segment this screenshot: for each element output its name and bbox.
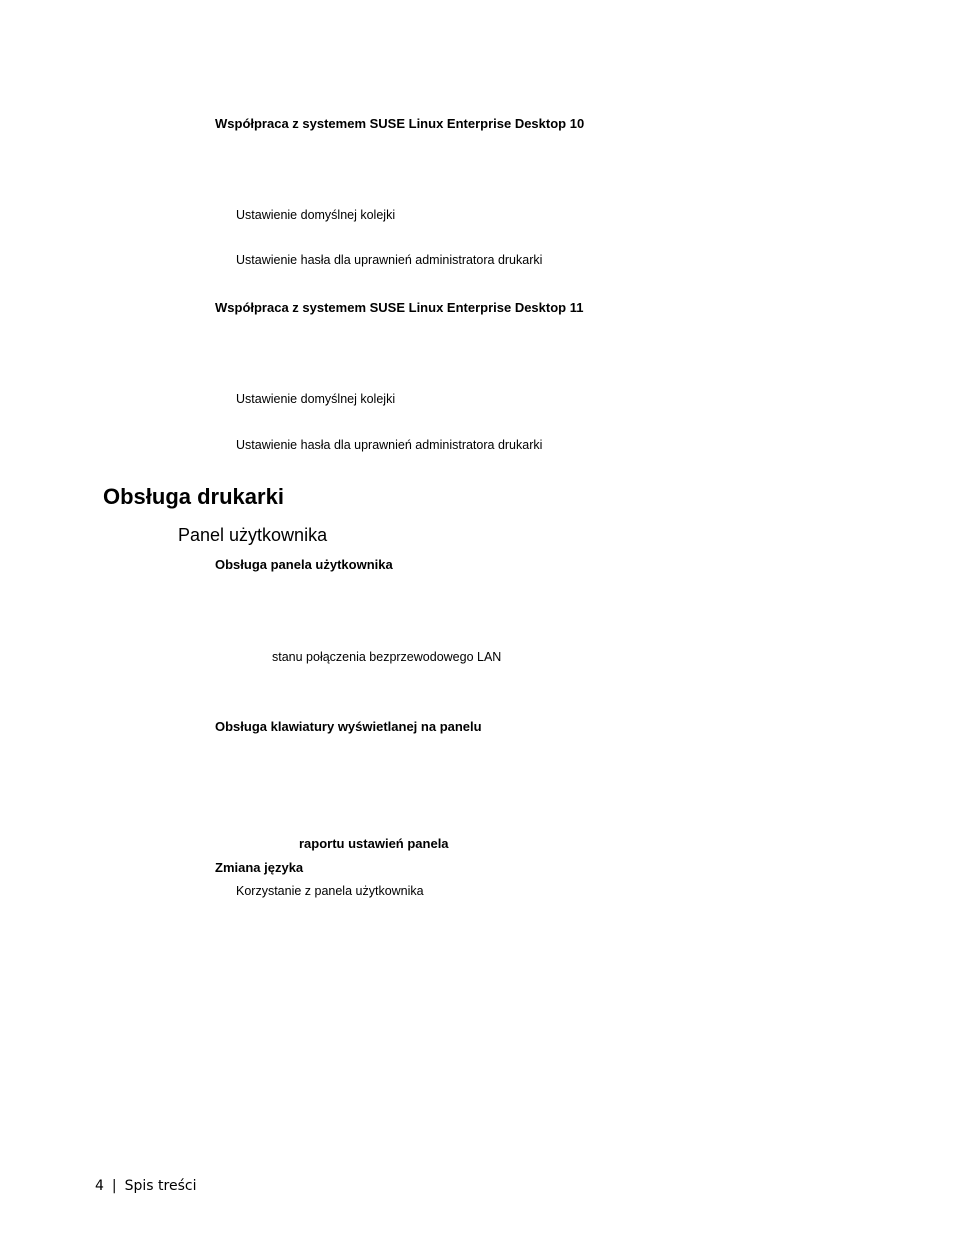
toc-entry-sle10-default-queue: Ustawienie domyślnej kolejki	[236, 208, 396, 222]
toc-entry-sle11-admin-password: Ustawienie hasła dla uprawnień administratora drukarki	[236, 438, 543, 452]
toc-chapter-title: Obsługa drukarki	[103, 484, 284, 509]
toc-entry-using-panel: Korzystanie z panela użytkownika	[236, 884, 424, 898]
toc-entry-wireless-status: stanu połączenia bezprzewodowego LAN	[272, 650, 502, 664]
page-footer	[95, 1178, 196, 1194]
page-number: 4	[95, 1178, 104, 1194]
footer-separator: |	[111, 1178, 117, 1194]
toc-section-title: Panel użytkownika	[178, 525, 328, 545]
toc-heading-sle10: Współpraca z systemem SUSE Linux Enterprise Desktop 10	[215, 116, 585, 131]
toc-heading-panel-usage: Obsługa panela użytkownika	[215, 557, 393, 572]
toc-entry-sle10-admin-password: Ustawienie hasła dla uprawnień administratora drukarki	[236, 253, 543, 267]
toc-heading-sle11: Współpraca z systemem SUSE Linux Enterprise Desktop 11	[215, 300, 584, 315]
toc-heading-keyboard: Obsługa klawiatury wyświetlanej na panelu	[215, 719, 482, 734]
toc-entry-sle11-default-queue: Ustawienie domyślnej kolejki	[236, 392, 396, 406]
toc-heading-language: Zmiana języka	[215, 860, 304, 875]
footer-label: Spis treści	[124, 1178, 197, 1194]
toc-entry-panel-settings-report: raportu ustawień panela	[299, 836, 449, 851]
